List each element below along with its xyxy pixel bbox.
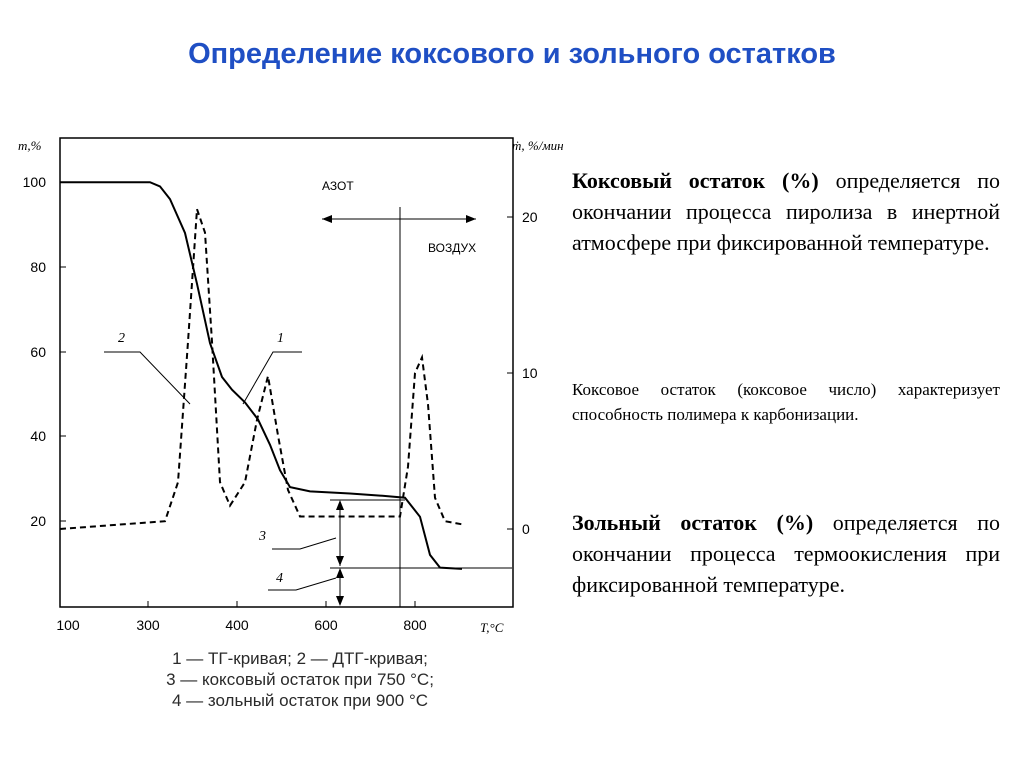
curve-label-3: 3 [259,529,266,544]
plot-frame [60,138,513,607]
y-right-tick-label: 0 [522,521,530,537]
caption-line-3: 4 — зольный остаток при 900 °С [171,691,429,710]
coke-bracket-bottom [336,556,344,566]
coke-residue-heading: Коксовый остаток (%) [572,168,819,193]
ash-residue-heading: Зольный остаток (%) [572,510,814,535]
y-right-label: ṁ, %/мин [512,138,564,153]
ash-residue-block [572,507,1000,600]
y-left-tick-label: 40 [30,428,46,444]
caption-line-2: 3 — коксовый остаток при 750 °С; [166,670,434,689]
curve-label-2: 2 [118,331,125,346]
y-left-tick-label: 80 [30,259,46,275]
ash-bracket-top [336,568,344,578]
x-ticks [56,601,427,633]
y-left-tick-label: 100 [22,174,46,190]
coke-number-text: Коксовое остаток (коксовое число) характеризует способность полимера к карбонизации. [572,380,1000,424]
nitrogen-label: АЗОТ [322,179,354,193]
x-tick-label: 400 [225,617,249,633]
coke-residue-text: определяется по окончании процесса пиролиза в инертной атмосфере при фиксированной температуре. [572,168,1001,255]
x-tick-label: 100 [56,617,80,633]
x-tick-label: 300 [136,617,160,633]
x-axis-label: T,°C [480,620,504,635]
leader-line-3 [272,538,336,549]
slide-title: Определение коксового и зольного остатков [188,38,836,70]
dtg-curve-line [60,209,462,529]
curve-label-4: 4 [276,571,283,586]
thermogram-chart [0,120,570,635]
x-tick-label: 600 [314,617,338,633]
curve-label-1: 1 [277,331,284,346]
caption-line-1: 1 — ТГ-кривая; 2 — ДТГ-кривая; [172,649,428,668]
coke-residue-block [572,165,1000,258]
air-label: ВОЗДУХ [428,241,477,255]
y-right-tick-label: 10 [522,365,538,381]
y-right-ticks [507,209,538,537]
x-tick-label: 800 [403,617,427,633]
leader-line-2 [104,352,190,404]
ash-residue-text: определяется по окончании процесса термоокисления при фиксированной температуре. [572,510,1000,597]
leader-line-1 [243,352,302,404]
arrow-head-right [466,215,476,223]
y-left-tick-label: 60 [30,344,46,360]
y-left-label: m,% [18,138,42,153]
y-right-tick-label: 20 [522,209,538,225]
y-left-tick-label: 20 [30,513,46,529]
chart-caption [100,648,500,711]
tg-curve-line [60,182,462,569]
coke-bracket-top [336,500,344,510]
arrow-head-left [322,215,332,223]
ash-bracket-bottom [336,596,344,606]
